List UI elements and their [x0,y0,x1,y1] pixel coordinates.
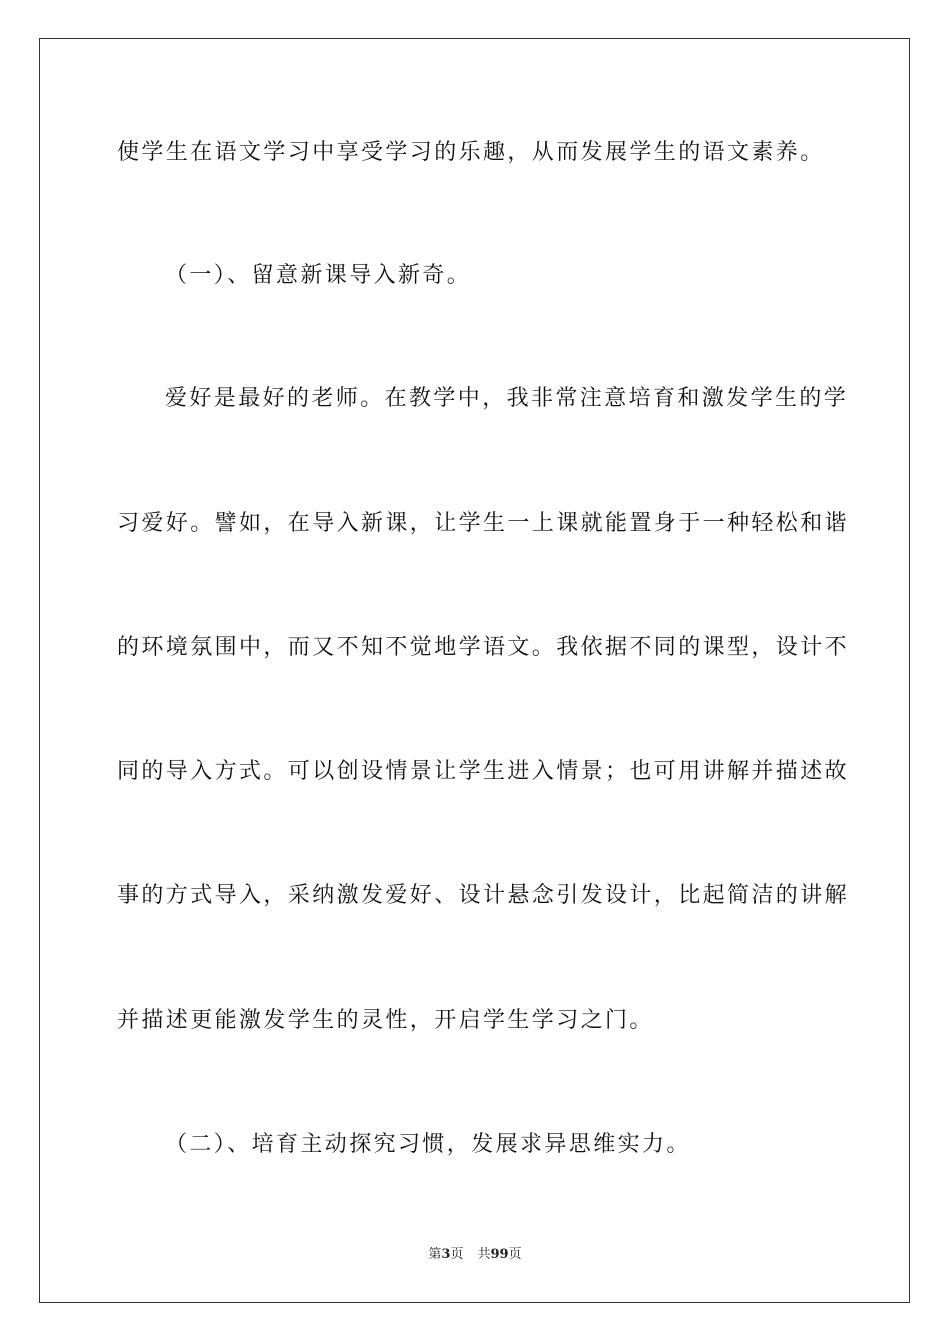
paragraph-line: 使学生在语文学习中享受学习的乐趣，从而发展学生的语文素养。 [117,140,825,165]
paragraph-line: 习爱好。譬如，在导入新课，让学生一上课就能置身于一种轻松和谐 [117,511,850,536]
page-label-suffix: 页 [450,1247,464,1262]
total-label-prefix: 共 [477,1247,491,1262]
total-pages-number: 99 [490,1247,509,1262]
paragraph-line: 的环境氛围中，而又不知不觉地学语文。我依据不同的课型，设计不 [117,635,850,660]
page-border [39,38,910,1303]
page-footer [0,1246,950,1264]
paragraph-line: 同的导入方式。可以创设情景让学生进入情景；也可用讲解并描述故 [117,759,850,784]
section-heading-1: （一）、留意新课导入新奇。 [165,263,472,288]
section-heading-2: （二）、培育主动探究习惯，发展求异思维实力。 [165,1132,691,1157]
current-page-number: 3 [441,1247,451,1262]
paragraph-line: 事的方式导入，采纳激发爱好、设计悬念引发设计，比起简洁的讲解 [117,883,850,908]
page-label-prefix: 第 [428,1247,442,1262]
total-label-suffix: 页 [508,1247,522,1262]
paragraph-line: 爱好是最好的老师。在教学中，我非常注意培育和激发学生的学 [165,386,849,411]
paragraph-line: 并描述更能激发学生的灵性，开启学生学习之门。 [117,1008,654,1033]
